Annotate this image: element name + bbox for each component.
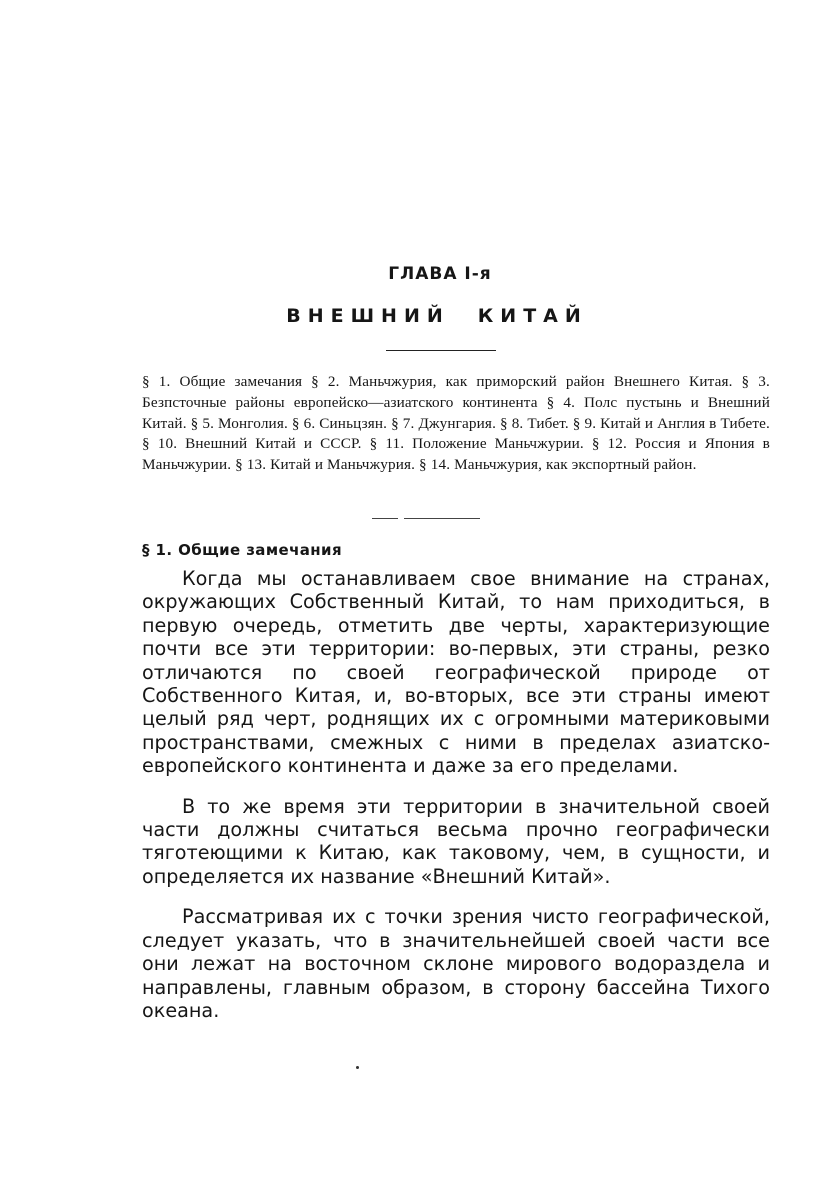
chapter-title-word-2: КИТАЙ <box>477 305 588 327</box>
chapter-title <box>0 305 840 327</box>
title-divider <box>386 350 496 351</box>
chapter-summary: § 1. Общие замечания § 2. Маньчжурия, как приморский район Внешнего Китая. § 3. Безпсточные районы европейско—азиатского континента § 4. Полс пустынь и Внешний Китай. § 5. Монголия. § 6. Синьцзян. § 7. Джунгария. § 8. Тибет. § 9. Китай и Англия в Тибете. § 10. Внешний Китай и СССР. § 11. Положение Маньчжурии. § 12. Россия и Япония в Маньчжурии. § 13. Китай и Маньчжурия. § 14. Маньчжурия, как экспортный район. <box>142 373 770 474</box>
paragraph-2: В то же время эти территории в значительной своей части должны считаться весьма прочно географически тяготеющими к Китаю, как таковому, чем, в сущности, и определяется их название «Внешний Китай». <box>142 794 770 888</box>
summary-divider <box>372 518 480 519</box>
page-mark <box>356 1066 359 1069</box>
section-body <box>142 567 770 1022</box>
paragraph-1: Когда мы останавливаем свое внимание на странах, окружающих Собственный Китай, то нам приходиться, в первую очередь, отметить две черты, характеризующие почти все эти территории: во-первых, эти страны, резко отличаются по своей географической природе от Собственного Китая, и, во-вторых, все эти страны имеют целый ряд черт, роднящих их с огромными материковыми пространствами, смежных с ними в пределах азиатско-европейского континента и даже за его пределами. <box>142 567 770 778</box>
paragraph-3: Рассматривая их с точки зрения чисто географической, следует указать, что в значительнейшей своей части все они лежат на восточном склоне мирового водораздела и направлены, главным образом, в сторону бассейна Тихого океана. <box>142 905 770 1022</box>
section-heading: § 1. Общие замечания <box>142 541 342 559</box>
chapter-title-word-1: ВНЕШНИЙ <box>286 305 450 327</box>
chapter-number: ГЛАВА I-я <box>388 264 492 284</box>
